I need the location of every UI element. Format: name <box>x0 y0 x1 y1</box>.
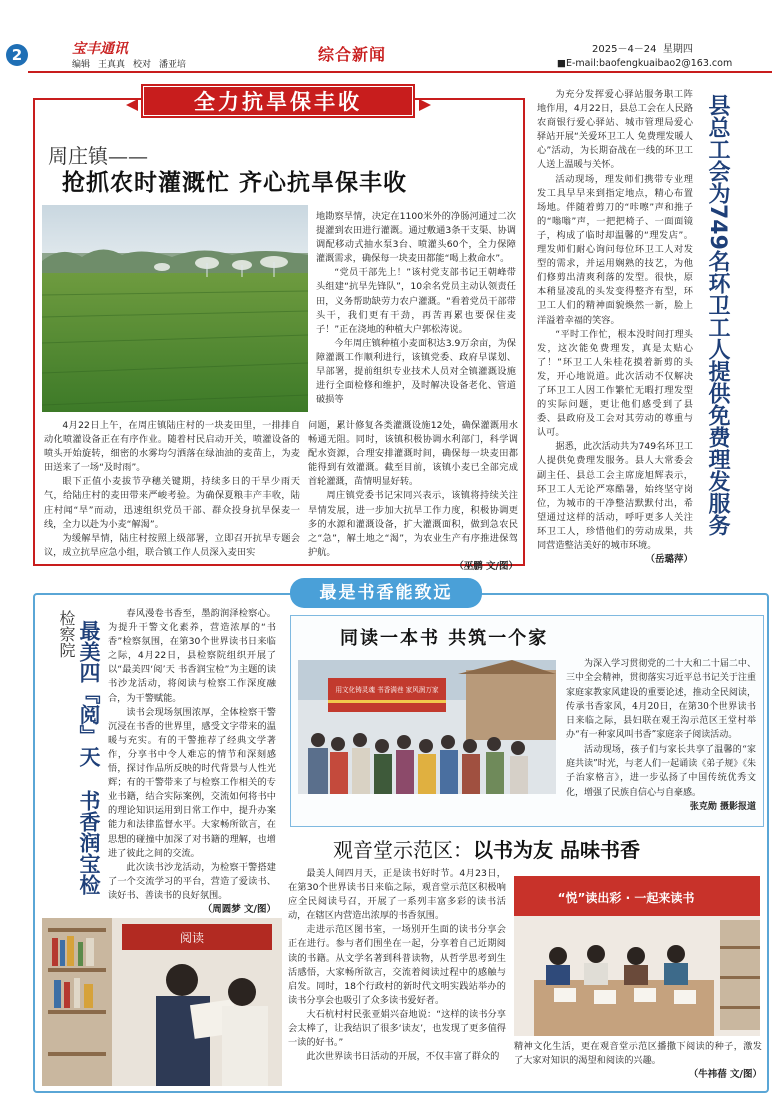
family-para-1: 为深入学习贯彻党的二十大和二十届二中、三中全会精神，贯彻落实习近平总书记关于注重家庭家教家风建设的重要论述，推动全民阅读，传承书香家风，4月20日，在第30个世界读书日来临之际，县妇联在观王沟示范区王堂村举办“有一种家风叫书香”家庭亲子阅读活动。 <box>566 659 756 741</box>
header-rule <box>28 71 772 73</box>
issue-date: 2025－4－24 <box>592 44 657 55</box>
proc-para-3: 此次读书沙龙活动，为检察干警搭建了一个交流学习的平台，营造了爱读书、读好书、善读书的良好氛围。 <box>108 861 276 901</box>
proc-photo-illustration <box>42 918 282 1086</box>
editor-name: 王真真 <box>98 60 126 70</box>
drought-col1-para-3: 为缓解旱情，陆庄村按照上级部署，立即召开抗旱专题会议，成立抗旱应急小组，联合镇工作人员深入麦田实 <box>44 532 300 558</box>
drought-col2-para-3: 今年周庄镇种植小麦面积达3.9万余亩，为保障灌溉工作顺利进行，该镇党委、政府早谋划、早部署，提前组织专业技术人员对全镇灌溉设施进行全面检修和维护，及时解决设备老化、管道破损等 <box>316 337 516 406</box>
proofreader-name: 潘亚培 <box>159 60 187 70</box>
proc-headline-a: 最美四『阅』天 <box>77 620 101 767</box>
drought-col3 <box>308 419 518 574</box>
guanyin-reading-photo <box>514 876 760 1036</box>
family-reading-headline: 同读一本书 共筑一个家 <box>340 628 549 649</box>
wheat-field-photo <box>42 205 308 412</box>
family-photo-illustration <box>298 660 556 794</box>
book-section-banner: 最是书香能致远 <box>290 578 482 608</box>
issue-weekday: 星期四 <box>662 44 693 55</box>
guanyin-photo-sign: “悦”读出彩 · 一起来读书 <box>557 891 695 905</box>
barber-credit: （岳璐萍） <box>645 554 693 566</box>
guanyin-para-3: 大石杭村村民张亚娟兴奋地说：“这样的读书分享会太棒了，让我结识了很多‘读友’，也发现了更多值得一读的好书。” <box>288 1008 506 1049</box>
banner-ornament-left <box>126 99 138 111</box>
guanyin-headline <box>333 834 640 863</box>
dateline <box>592 40 693 55</box>
page-number: 2 <box>6 44 28 66</box>
proofreader-label: 校对 <box>133 60 152 70</box>
guanyin-story-text <box>288 867 506 1064</box>
barber-para-2: 活动现场，理发师们携带专业理发工具早早来到指定地点，精心布置场地。伴随着剪刀的“咔嚓”声和推子的“嗡嗡”声，一把把椅子、一面面镜子，构成了临时却温馨的“理发店”。理发师们耐心询问每位环卫工人对发型的需求，并运用娴熟的技艺，为他们修剪出清爽利落的发型。很快，原本稍显凌乱的头发变得整齐有型，环卫工人们的精神面貌焕然一新，脸上洋溢着幸福的笑容。 <box>537 173 693 326</box>
drought-col1-para-1: 4月22日上午，在周庄镇陆庄村的一块麦田里，一排排自动化喷灌设备正在有序作业。随着村民启动开关，喷灌设备的喷头开始旋转，细密的水雾均匀洒落在绿油油的麦苗上，为麦田送来了一场“及时雨”。 <box>44 420 300 474</box>
barber-story-text <box>537 88 693 567</box>
family-photo-sign: 用文化铸灵魂 书香满巷 家风润万家 <box>335 686 439 694</box>
proc-photo-sign: 阅读 <box>179 931 205 945</box>
drought-col2 <box>316 210 516 407</box>
guanyin-para-4: 此次世界读书日活动的开展，不仅丰富了群众的 <box>306 1051 500 1063</box>
drought-credit: （巫鹏 文/图） <box>454 560 518 572</box>
barber-headline: 县总工会为749名环卫工人提供免费理发服务 <box>705 94 730 536</box>
family-para-2: 活动现场，孩子们与家长共享了温馨的“家庭共读”时光，与老人们一起诵读《弟子规》《朱子治家格言》，进一步弘扬了中国传统优秀文化，增强了民族自信心与自豪感。 <box>566 744 756 798</box>
barber-para-4: 据悉，此次活动共为749名环卫工人提供免费理发服务。县人大常委会副主任、县总工会主席庞旭辉表示，环卫工人无论严寒酷暑，始终坚守岗位，为城市的干净整洁默默付出，希望通过这样的活动，呼吁更多人关注环卫工人，珍惜他们的劳动成果，共同营造整洁美好的城市环境。 <box>537 441 693 551</box>
drought-col1-para-2: 眼下正值小麦拔节孕穗关键期，持续多日的干旱少雨天气，给陆庄村的麦田带来严峻考验。为确保夏粮丰产丰收，陆庄村闻“旱”而动，迅速组织党员干部、群众投身抗旱保麦一线，全力以赴为小麦“解渴”。 <box>44 476 300 530</box>
drought-banner: 全力抗旱保丰收 <box>143 86 413 116</box>
guanyin-para-1: 最美人间四月天，正是读书好时节。4月23日，在第30个世界读书日来临之际，观音堂示范区积极响应全民阅读号召，开展了一系列丰富多彩的读书活动，在辖区内营造出浓厚的书香氛围。 <box>288 868 506 922</box>
guanyin-title: 以书为友 品味书香 <box>473 838 640 862</box>
editor-credits <box>72 57 194 70</box>
guanyin-photo-illustration <box>514 876 760 1036</box>
proc-kicker: 检察院 <box>57 610 76 658</box>
proc-reading-photo <box>42 918 282 1086</box>
barber-para-1: 为充分发挥爱心驿站服务职工阵地作用，4月22日，县总工会在人民路农商银行爱心驿站、城市管理局爱心驿站开展“关爱环卫工人 免费理发暖人心”活动，为长期奋战在一线的环卫工人送上温暖与关怀。 <box>537 89 693 171</box>
guanyin-para-2: 走进示范区图书室，一场别开生面的读书分享会正在进行。参与者们围坐在一起，分享着自己近期阅读的书籍。从文学名著到科普读物，从哲学思考到生活感悟，大家畅所欲言，交流着阅读过程中的感触与启发。同时，18个行政村的新时代文明实践站举办的读书分享会也吸引了众多读书爱好者。 <box>288 924 506 1006</box>
drought-col2-para-2: “党员干部先上！”该村党支部书记王朝峰带头组建“抗旱先锋队”，10余名党员主动认领责任田，义务帮助缺劳力农户灌溉。“看着党员干部带头干，我们更有干劲，再苦再累也要保住麦子！”正在浇地的种植大户郭松涛说。 <box>316 267 516 335</box>
wheat-field-illustration <box>42 205 308 412</box>
banner-ornament-right <box>419 99 431 111</box>
family-reading-photo <box>298 660 556 794</box>
proc-credit: （周圆梦 文/图） <box>202 903 276 915</box>
guanyin-caption-block <box>514 1040 762 1082</box>
paper-name: 宝丰通讯 <box>72 41 128 57</box>
drought-col3-para-2: 周庄镇党委书记宋同兴表示，该镇将持续关注旱情发展，进一步加大抗旱工作力度，积极协调更多的水源和灌溉设备，扩大灌溉面积，做到急农民之“急”，解土地之“渴”，为农业生产有序推进保驾护航。 <box>308 490 518 558</box>
family-reading-text <box>566 657 756 814</box>
email-line: ■E-mail:baofengkuaibao2@163.com <box>557 58 733 69</box>
proc-para-1: 春风漫卷书香至，墨韵润泽检察心。为提升干警文化素养，营造浓厚的“书香”检察氛围，在第30个世界读书日来临之际，4月22日，县检察院组织开展了以“最美四‘阅’天 书香润宝检”为主题的读书沙龙活动，将阅读与检察工作深度融合，为干警赋能。 <box>108 608 276 704</box>
editor-label: 编辑 <box>72 60 91 70</box>
drought-col2-para-1: 地勘察旱情，决定在1100米外的净肠河通过二次提灌到农田进行灌溉。通过敷通3条干支渠、协调调配移动式抽水泵3台、喷灌头60个，全力保障灌溉需求，确保每一块麦田都能“喝上救命水”。 <box>316 211 516 265</box>
section-title: 综合新闻 <box>318 45 387 64</box>
family-credit: 张克勋 摄影报道 <box>689 801 756 812</box>
drought-col1 <box>44 419 300 560</box>
drought-headline: 抢抓农时灌溉忙 齐心抗旱保丰收 <box>62 170 408 196</box>
proc-story-text <box>108 607 276 917</box>
guanyin-caption: 精神文化生活，更在观音堂示范区播撒下阅读的种子，激发了大家对知识的渴望和阅读的兴趣。 <box>514 1041 762 1067</box>
proc-para-2: 读书会现场氛围浓厚，全体检察干警沉浸在书香的世界里，感受文字带来的温暖与充实。有的干警推荐了经典文学著作，分享书中令人难忘的情节和深刻感悟，探讨作品所反映的时代背景与人性光辉；有的干警带来了与检察工作相关的专业书籍，结合实际案例，交流如何将书中的理论知识运用到日常工作中，提升办案能力和法律监督水平。大家畅所欲言，在思想的碰撞中加深了对书籍的理解，也增进了彼此之间的交流。 <box>108 706 276 859</box>
drought-kicker: 周庄镇—— <box>48 144 148 168</box>
proc-headline-b: 书香润宝检 <box>77 790 101 895</box>
guanyin-kicker: 观音堂示范区： <box>333 838 473 862</box>
guanyin-credit: （牛祎蓓 文/图） <box>688 1069 762 1081</box>
barber-para-3: “平时工作忙，根本没时间打理头发，这次能免费理发，真是太贴心了！”环卫工人朱桂花摸着新剪的头发，开心地说道。此次活动不仅解决了环卫工人因工作繁忙无暇打理发型的实际问题，更让他们感受到了县委、县政府及工会对其劳动的尊重与认可。 <box>537 328 693 439</box>
drought-col3-para-1: 问题，累计修复各类灌溉设施12处，确保灌溉用水畅通无阻。同时，该镇积极协调水利部门，科学调配水资源，合理安排灌溉时间，确保每一块麦田都能得到有效灌溉。截至目前，该镇小麦已全部完成首轮灌溉，苗情明显好转。 <box>308 420 518 488</box>
